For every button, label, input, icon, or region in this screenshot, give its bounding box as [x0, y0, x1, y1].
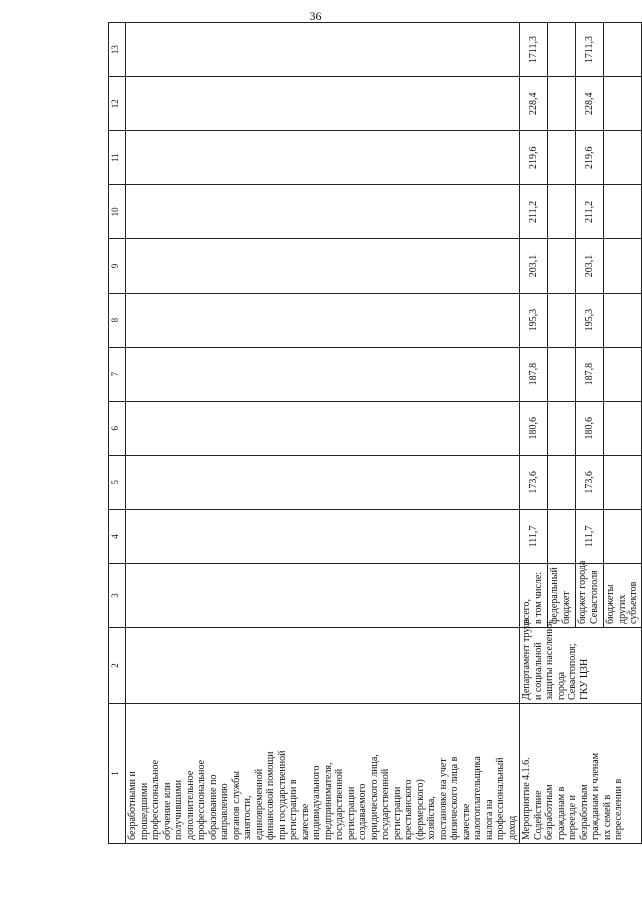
text-line: защиты населения: [544, 621, 555, 700]
text-line: индивидуального: [311, 765, 322, 840]
text-line: крестьянского: [403, 779, 414, 840]
column-number: 11: [109, 131, 126, 185]
value-cell: 195,3: [520, 293, 548, 347]
text-line: государственной: [334, 768, 345, 840]
text-line: регистрации в: [288, 779, 299, 840]
text-line: при государственной: [276, 750, 288, 840]
column-number-row: [109, 23, 126, 844]
value-cell: [604, 23, 642, 77]
funding-source-label: [548, 564, 576, 628]
text-line: Мероприятие 4.1.6.: [521, 757, 532, 840]
text-line: субъектов: [628, 581, 639, 624]
text-line: безработными и: [127, 771, 138, 840]
rotated-table-container: [108, 22, 639, 844]
column-number: 1: [109, 704, 126, 844]
text-line: регистрации: [391, 786, 403, 840]
value-cell: [548, 347, 576, 401]
value-cell: 180,6: [520, 401, 548, 455]
column-number: 3: [109, 564, 126, 628]
text-line: других: [616, 594, 628, 624]
text-line: Содействие: [532, 790, 544, 840]
value-cell: 211,2: [576, 185, 604, 239]
text-line: финансовой помощи: [265, 751, 276, 840]
value-cell: [548, 131, 576, 185]
text-line: налога на: [483, 799, 495, 840]
value-cell: 180,6: [576, 401, 604, 455]
text-line: (фермерского): [414, 779, 426, 840]
text-line: физического лица в: [449, 756, 460, 840]
column-number: 7: [109, 347, 126, 401]
value-cell: [604, 401, 642, 455]
text-line: Департамент труда: [521, 618, 532, 700]
value-cell: [604, 185, 642, 239]
text-line: и социальной: [532, 642, 544, 700]
responsible-executor: [520, 618, 642, 704]
value-cell: 111,7: [576, 509, 604, 563]
text-line: переезде и: [567, 795, 578, 840]
value-cell: [548, 239, 576, 293]
value-cell: [548, 293, 576, 347]
text-line: ГКУ ЦЗН: [578, 658, 590, 700]
text-line: качестве: [460, 803, 472, 840]
value-cell: 173,6: [520, 455, 548, 509]
text-line: безработным: [544, 784, 555, 840]
value-cell: [604, 239, 642, 293]
column-number: 8: [109, 293, 126, 347]
value-cell: [548, 23, 576, 77]
text-line: всего,: [521, 598, 532, 624]
funding-source-label: [520, 564, 548, 628]
value-cell: 203,1: [520, 239, 548, 293]
text-line: хозяйства,: [426, 796, 437, 840]
text-line: профессиональный: [495, 757, 506, 840]
text-line: направлению: [219, 783, 230, 840]
value-cell: 211,2: [520, 185, 548, 239]
value-cell: [548, 401, 576, 455]
column-number: 5: [109, 455, 126, 509]
column-number: 10: [109, 185, 126, 239]
column-number: 12: [109, 77, 126, 131]
value-cell: [548, 509, 576, 563]
text-line: образование по: [207, 774, 219, 840]
budget-table: [108, 22, 642, 844]
value-cell: [604, 509, 642, 563]
text-line: налогоплательщика: [472, 756, 483, 840]
text-line: юридического лица,: [368, 754, 380, 840]
text-line: постановке на учет: [437, 758, 449, 840]
funding-source-label: [576, 560, 604, 628]
text-line: безработным: [578, 784, 590, 840]
text-line: занятости,: [242, 795, 253, 840]
column-number: 9: [109, 239, 126, 293]
text-line: гражданам в: [555, 786, 567, 840]
text-line: доход: [506, 815, 518, 840]
value-cell: 111,7: [520, 509, 548, 563]
value-cell: 219,6: [576, 131, 604, 185]
text-line: в том числе:: [532, 571, 544, 624]
column-number: 13: [109, 23, 126, 77]
page-number: 36: [309, 9, 322, 23]
text-line: Севастополя;: [567, 643, 578, 700]
column-number: 6: [109, 401, 126, 455]
text-line: предпринимателя,: [322, 762, 334, 840]
table-row-continuation: [126, 23, 520, 844]
text-line: федеральный: [549, 567, 560, 624]
measure-4-1-6-description: [520, 704, 642, 844]
value-cell: [548, 455, 576, 509]
text-line: бюджет города: [577, 560, 588, 624]
value-cell: 173,6: [576, 455, 604, 509]
value-cell: [548, 185, 576, 239]
column-number: 2: [109, 628, 126, 704]
text-line: создаваемого: [357, 783, 368, 840]
text-line: гражданам и членам: [590, 752, 601, 840]
text-line: бюджеты: [605, 584, 616, 624]
text-line: дополнительное: [184, 770, 196, 840]
text-line: Севастополя: [588, 570, 600, 624]
text-line: переселении в: [613, 778, 624, 840]
value-cell: [548, 77, 576, 131]
value-cell: 219,6: [520, 131, 548, 185]
funding-source-label: [604, 564, 642, 628]
text-line: прошедшими: [138, 782, 150, 840]
text-line: их семей в: [601, 794, 613, 840]
value-cell: [604, 77, 642, 131]
value-cell: [604, 131, 642, 185]
value-cell: 203,1: [576, 239, 604, 293]
text-line: получившими: [173, 779, 184, 840]
value-cell: 187,8: [520, 347, 548, 401]
column-number: 4: [109, 509, 126, 563]
value-cell: [604, 293, 642, 347]
text-line: единовременной: [253, 768, 265, 840]
table-row-measure-4-1-6: [520, 23, 548, 844]
text-line: города: [555, 671, 567, 700]
value-cell: 228,4: [520, 77, 548, 131]
value-cell: 187,8: [576, 347, 604, 401]
text-line: органов службы: [230, 771, 242, 840]
text-line: регистрации: [345, 786, 357, 840]
value-cell: 228,4: [576, 77, 604, 131]
value-cell: [604, 347, 642, 401]
value-cell: 195,3: [576, 293, 604, 347]
value-cell: 1711,3: [520, 23, 548, 77]
text-line: профессиональное: [196, 759, 207, 840]
text-line: обучение или: [161, 782, 173, 840]
text-line: бюджет: [560, 591, 572, 624]
text-line: качестве: [299, 803, 311, 840]
value-cell: 1711,3: [576, 23, 604, 77]
text-line: профессиональное: [150, 759, 161, 840]
measure-description-continued: [126, 704, 520, 844]
value-cell: [604, 455, 642, 509]
text-line: государственной: [380, 768, 391, 840]
